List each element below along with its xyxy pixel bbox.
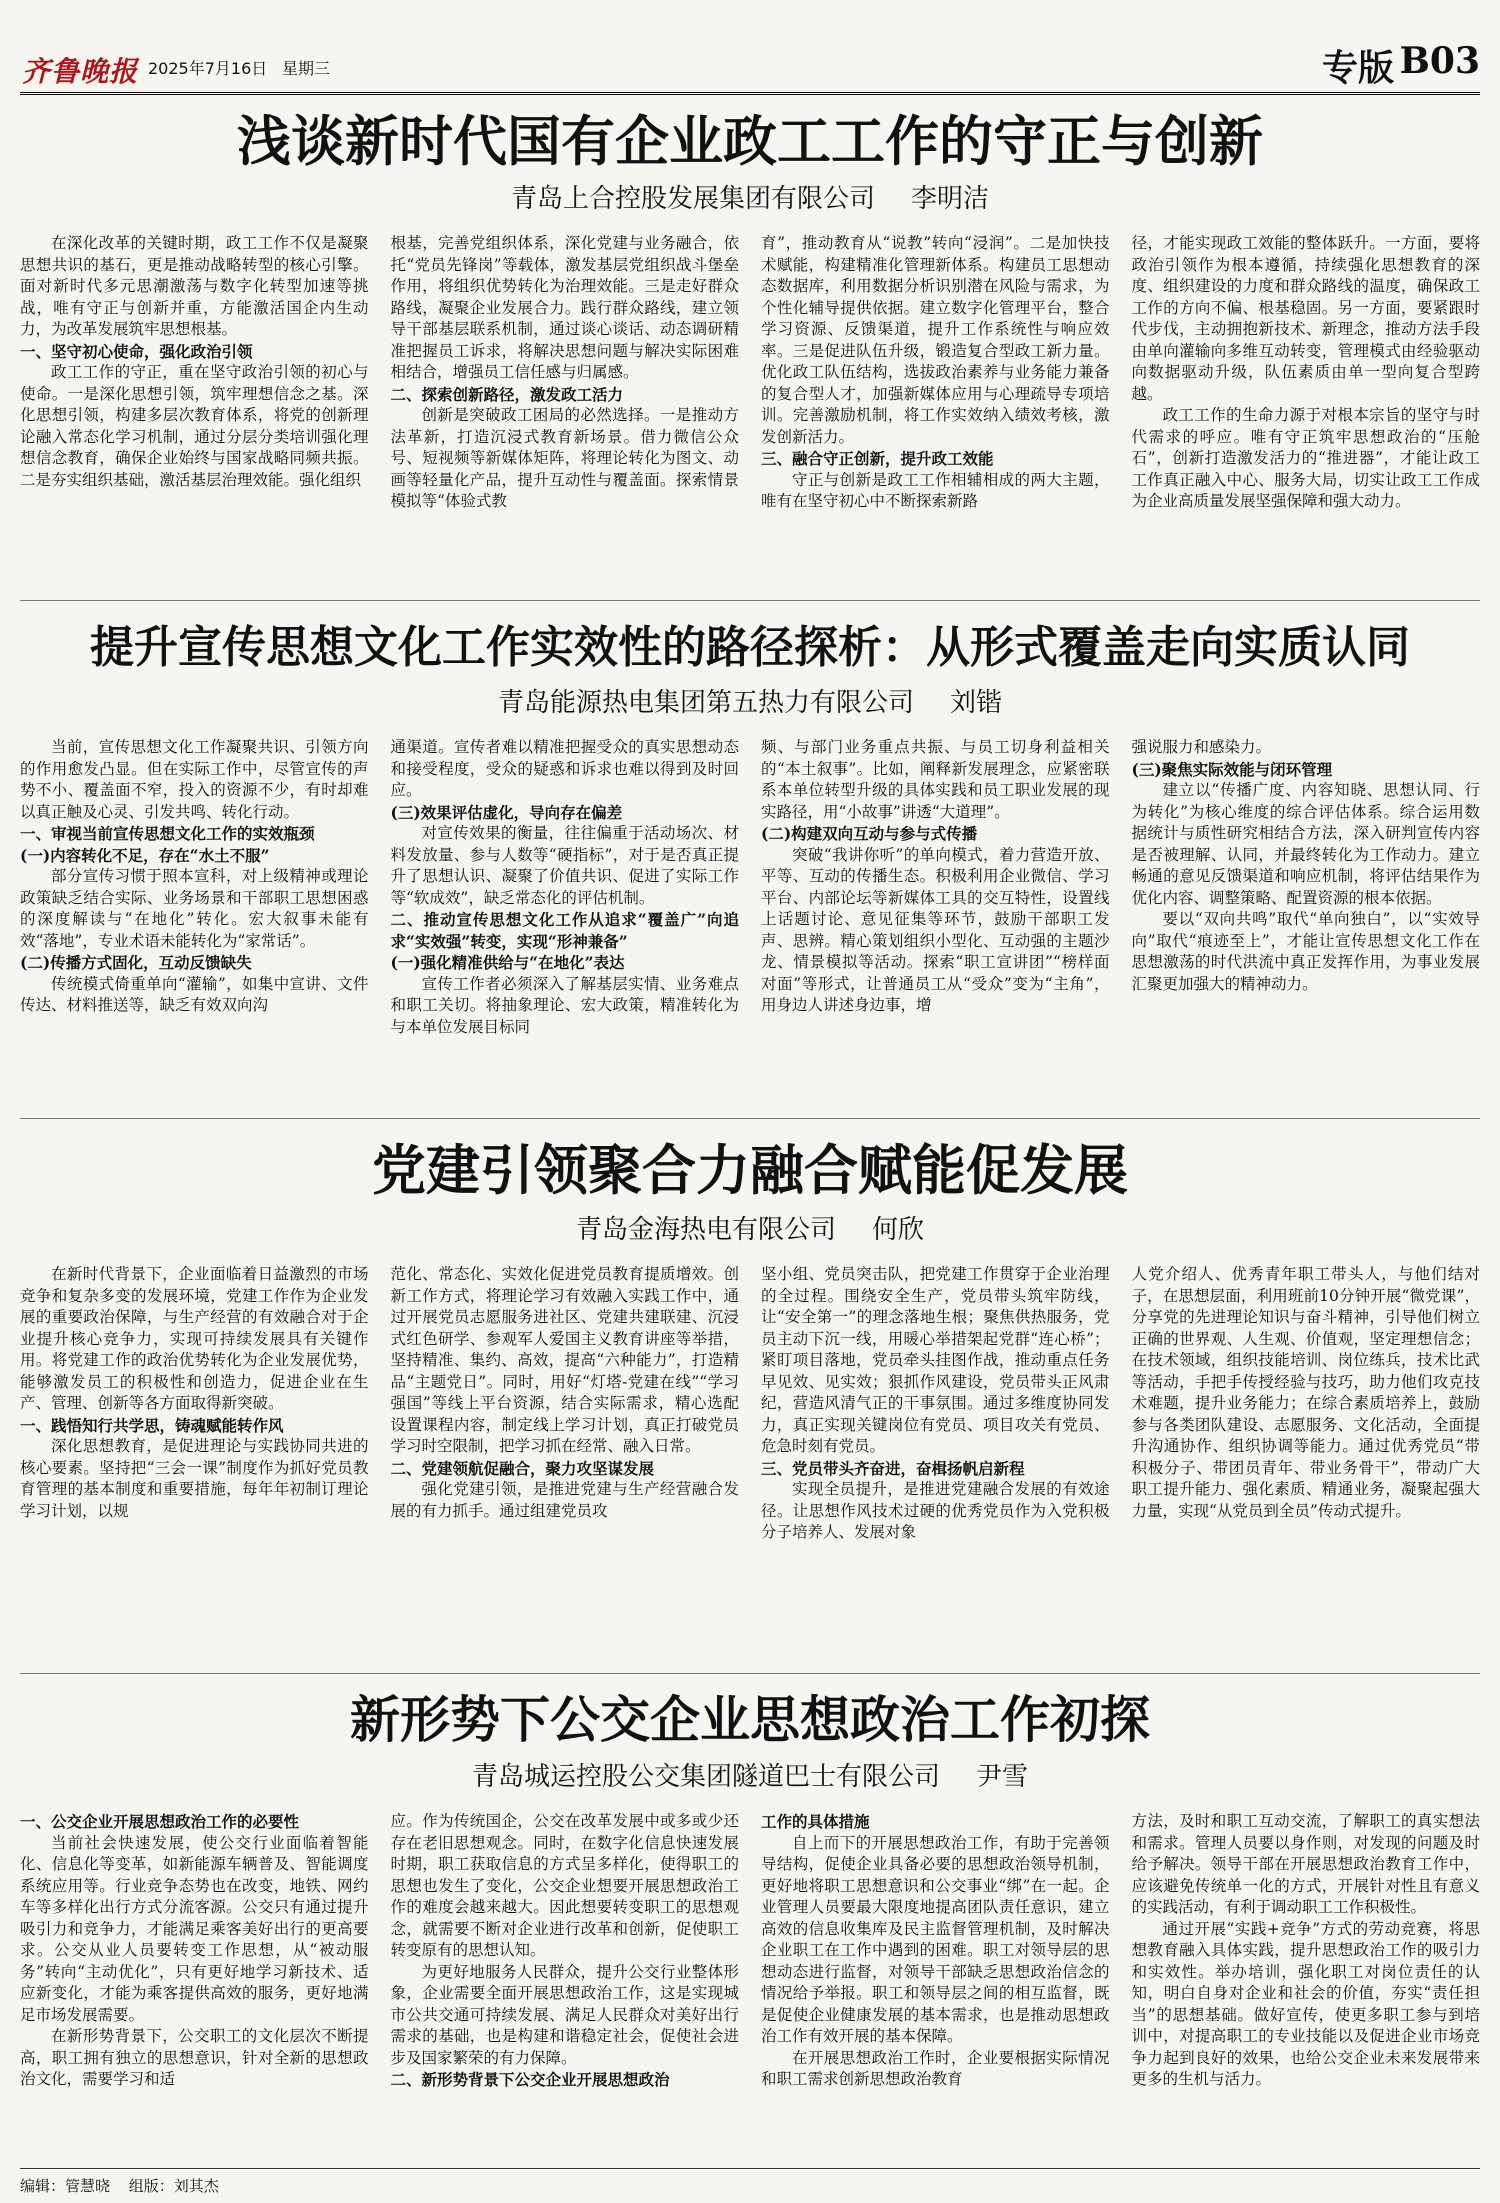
paragraph: 宣传工作者必须深入了解基层实情、业务难点和职工关切。将抽象理论、宏大政策，精准转化为与本单位发展目标同 — [390, 974, 739, 1036]
editor-credit: 编辑：管慧晓 — [20, 2177, 111, 2195]
section-name: 专版 — [1321, 47, 1394, 89]
paragraph: 坚小组、党员突击队，把党建工作贯穿于企业治理的全过程。围绕安全生产，党员带头筑牢防线，让“安全第一”的理念落地生根；聚焦供热服务，党员主动下沉一线，用暖心举措架起党群“连心桥”；紧盯项目落地，党员牵头挂图作战，推动重点任务早见效、见实效；狠抓作风建设，党员带头正风肃纪，营造风清气正的干事氛围。通过多维度协同发力，真正实现关键岗位有党员、项目攻关有党员、危急时刻有党员。 — [761, 1265, 1110, 1455]
article-body — [20, 233, 1480, 563]
section-heading: 一、审视当前宣传思想文化工作的实效瓶颈 — [20, 824, 315, 843]
paragraph: 要以“双向共鸣”取代“单向独白”，以“实效导向”取代“痕迹至上”，才能让宣传思想文化工作在思想激荡的时代洪流中真正发挥作用，为事业发展汇聚更加强大的精神动力。 — [1131, 910, 1480, 993]
article — [20, 1688, 1480, 2163]
paragraph: 当前社会快速发展，使公交行业面临着智能化、信息化等变革，如新能源车辆普及、智能调度系统应用等。行业竞争态势也在改变，地铁、网约车等多样化出行方式分流客源。公交只有通过提升吸引力和竞争力，才能满足乘客美好出行的更高要求。公交从业人员要转变工作思想，从“被动服务”转向“主动优化”，只有更好地学习新技术、适应新变化，才能为乘客提供高效的服务，更好地满足市场发展需要。 — [20, 1833, 369, 2024]
text-column — [20, 1811, 369, 2171]
section-heading: (二)传播方式固化，互动反馈缺失 — [20, 953, 252, 972]
author-name: 刘锴 — [950, 688, 1003, 718]
section-divider — [20, 1673, 1480, 1674]
paragraph: 深化思想教育，是促进理论与实践协同共进的核心要素。坚持把“三会一课”制度作为抓好党员教育管理的基本制度和重要措施，每年年初制订理论学习计划，以规 — [20, 1437, 369, 1520]
section-heading: 一、公交企业开展思想政治工作的必要性 — [20, 1812, 300, 1831]
section-heading: 工作的具体措施 — [761, 1812, 870, 1831]
section-heading: (三)效果评估虚化，导向存在偏差 — [390, 802, 623, 822]
text-column — [1132, 737, 1481, 1112]
paragraph: 径，才能实现政工效能的整体跃升。一方面，要将政治引领作为根本遵循，持续强化思想教育的深度、组织建设的力度和群众路线的温度，确保政工工作的方向不偏、根基稳固。另一方面，要紧跟时代步伐，主动拥抱新技术、新理念，推动方法手段由单向灌输向多维互动转变，管理模式由经验驱动向数据驱动升级，队伍素质由单一型向复合型跨越。 — [1131, 234, 1480, 403]
paragraph: 在新形势背景下，公交职工的文化层次不断提高，职工拥有独立的思想意识，针对全新的思想政治文化，需要学习和适 — [20, 2027, 369, 2088]
paragraph: 方法，及时和职工互动交流，了解职工的真实想法和需求。管理人员要以身作则，对发现的问题及时给予解决。领导干部在开展思想政治教育工作中，应该避免传统单一化的方式，开展针对性且有意义的实践活动，有利于调动职工工作积极性。 — [1131, 1812, 1480, 1916]
paragraph: 部分宣传习惯于照本宣科，对上级精神或理论政策缺乏结合实际、业务场景和干部职工思想困惑的深度解读与“在地化”转化。宏大叙事未能有效“落地”，专业术语未能转化为“家常话”。 — [20, 867, 369, 950]
author-name: 何欣 — [872, 1215, 925, 1245]
article-title: 提升宣传思想文化工作实效性的路径探析：从形式覆盖走向实质认同 — [90, 622, 1410, 673]
paragraph: 当前，宣传思想文化工作凝聚共识、引领方向的作用愈发凸显。但在实际工作中，尽管宣传的声势不小、覆盖面不窄，投入的资源不少，有时却难以真正触及心灵、引发共鸣、转化行动。 — [20, 738, 369, 821]
text-column — [391, 737, 740, 1112]
section-divider — [20, 600, 1480, 601]
paragraph: 实现全员提升，是推进党建融合发展的有效途径。让思想作风技术过硬的优秀党员作为入党积极分子培养人、发展对象 — [761, 1480, 1110, 1541]
paragraph: 为更好地服务人民群众，提升公交行业整体形象，企业需要全面开展思想政治工作，这是实现城市公共交通可持续发展、满足人民群众对美好出行需求的基础，也是构建和谐稳定社会，促使社会进步及国家繁荣的有力保障。 — [390, 1962, 739, 2067]
section-heading: 二、新形势背景下公交企业开展思想政治 — [390, 2070, 670, 2089]
masthead — [20, 38, 1480, 96]
text-column — [391, 1264, 740, 1679]
paragraph: 建立以“传播广度、内容知晓、思想认同、行为转化”为核心维度的综合评估体系。综合运用数据统计与质性研究相结合方法，深入研判宣传内容是否被理解、认同，并最终转化为工作动力。建立畅通的意见反馈渠道和响应机制，将评估结果作为优化内容、调整策略、配置资源的根本依据。 — [1131, 781, 1480, 907]
paragraph: 在新时代背景下，企业面临着日益激烈的市场竞争和复杂多变的发展环境，党建工作作为企业发展的重要政治保障，与生产经营的有效融合对于企业提升核心竞争力，实现可持续发展具有关键作用。将党建工作的政治优势转化为企业发展优势，能够激发员工的积极性和创造力，促进企业在生产、管理、创新等各方面取得新突破。 — [20, 1265, 369, 1412]
paragraph: 创新是突破政工困局的必然选择。一是推动方法革新，打造沉浸式教育新场景。借力微信公众号、短视频等新媒体矩阵，将理论转化为图文、动画等轻量化产品，提升互动性与覆盖面。探索情景模拟等“体验式教 — [390, 406, 739, 510]
paragraph: 突破“我讲你听”的单向模式，着力营造开放、平等、互动的传播生态。积极利用企业微信、学习平台、内部论坛等新媒体工具的交互特性，设置线上话题讨论、意见征集等环节，鼓励干部职工发声、思辨。精心策划组织小型化、互动强的主题沙龙、情景模拟等活动。探索“职工宣讲团”“榜样面对面”等形式，让普通员工从“受众”变为“主角”，用身边人讲述身边事，增 — [761, 845, 1110, 1014]
article-title: 党建引领聚合力融合赋能促发展 — [372, 1138, 1128, 1202]
section-heading: 二、探索创新路径，激发政工活力 — [390, 384, 624, 404]
issue-date: 2025年7月16日 — [148, 59, 268, 78]
text-column — [761, 233, 1110, 563]
issue-weekday: 星期三 — [282, 59, 331, 78]
text-column — [761, 737, 1110, 1112]
paragraph: 范化、常态化、实效化促进党员教育提质增效。创新工作方式，将理论学习有效融入实践工作中，通过开展党员志愿服务进社区、党建共建联建、沉浸式红色研学、参观军人爱国主义教育讲座等举措，坚持精准、集约、高效，提高“六种能力”，打造精品“主题党日”。同时，用好“灯塔-党建在线”“学习强国”等线上平台资源，结合实际需求，精心选配设置课程内容，制定线上学习计划，真正打破党员学习时空限制，把学习抓在经常、融入日常。 — [390, 1265, 739, 1455]
paragraph: 通渠道。宣传者难以精准把握受众的真实思想动态和接受程度，受众的疑惑和诉求也难以得到及时回应。 — [390, 738, 739, 799]
text-column — [20, 737, 369, 1112]
article-body — [20, 737, 1480, 1112]
section-heading: (二)构建双向互动与参与式传播 — [761, 824, 978, 843]
text-column — [1132, 1811, 1481, 2171]
text-column — [1132, 233, 1481, 563]
paragraph: 人党介绍人、优秀青年职工带头人，与他们结对子，在思想层面，利用班前10分钟开展“微党课”，分享党的先进理论知识与奋斗精神，引导他们树立正确的世界观、人生观、价值观，坚定理想信念；在技术领域，组织技能培训、岗位练兵，技术比武等活动，手把手传授经验与技巧，助力他们攻克技术难题，提升业务能力；在综合素质培养上，鼓励参与各类团队建设、志愿服务、文化活动，全面提升沟通协作、组织协调等能力。通过优秀党员“带积极分子、带团员青年、带业务骨干”，带动广大职工提升能力、强化素质、精通业务，凝聚起强大力量，实现“从党员到全员”传动式提升。 — [1131, 1265, 1480, 1520]
section-heading: (一)内容转化不足，存在“水土不服” — [20, 845, 270, 865]
article-body — [20, 1264, 1480, 1679]
author-organization: 青岛能源热电集团第五热力有限公司 — [497, 688, 914, 718]
article — [20, 108, 1480, 563]
article-byline — [20, 1209, 1480, 1246]
page-footer — [20, 2168, 1480, 2196]
article-byline — [20, 178, 1480, 215]
paragraph: 育”，推动教育从“说教”转向“浸润”。二是加快技术赋能，构建精准化管理新体系。构建员工思想动态数据库，利用数据分析识别潜在风险与需求，为个性化辅导提供依据。建立数字化管理平台，整合学习资源、反馈渠道，提升工作系统性与响应效率。三是促进队伍升级，锻造复合型政工新力量。优化政工队伍结构，选拔政治素养与业务能力兼备的复合型人才，加强新媒体应用与心理疏导专项培训。完善激励机制，将工作实效纳入绩效考核，激发创新活力。 — [761, 234, 1110, 446]
section-heading: 二、推动宣传思想文化工作从追求“覆盖广”向追求“实效强”转变，实现“形神兼备” — [390, 910, 739, 951]
text-column — [1132, 1264, 1481, 1679]
text-column — [761, 1264, 1110, 1679]
text-column — [20, 233, 369, 563]
author-name: 李明洁 — [911, 184, 990, 214]
paragraph: 政工工作的守正，重在坚守政治引领的初心与使命。一是深化思想引领，筑牢理想信念之基。深化思想引领，构建多层次教育体系，将党的创新理论融入常态化学习机制，通过分层分类培训强化理想信念教育，确保企业始终与国家战略同频共振。二是夯实组织基础，激活基层治理效能。强化组织 — [20, 363, 369, 489]
author-organization: 青岛金海热电有限公司 — [575, 1215, 836, 1245]
paragraph: 频、与部门业务重点共振、与员工切身利益相关的“本土叙事”。比如，阐释新发展理念，应紧密联系本单位转型升级的具体实践和员工职业发展的现实路径，用“小故事”讲透“大道理”。 — [761, 738, 1110, 821]
article — [20, 1135, 1480, 1660]
paragraph: 政工工作的生命力源于对根本宗旨的坚守与时代需求的呼应。唯有守正筑牢思想政治的“压舱石”，创新打造激发活力的“推进器”，才能让政工工作真正融入中心、服务大局，切实让政工工作成为企业高质量发展坚强保障和强大动力。 — [1131, 406, 1480, 510]
author-organization: 青岛城运控股公交集团隧道巴士有限公司 — [471, 1762, 940, 1792]
text-column — [391, 233, 740, 563]
paragraph: 对宣传效果的衡量，往往偏重于活动场次、材料发放量、参与人数等“硬指标”，对于是否真正提升了思想认识、凝聚了价值共识、促进了实际工作等“软成效”，缺乏常态化的评估机制。 — [390, 824, 739, 907]
paragraph: 在开展思想政治工作时，企业要根据实际情况和职工需求创新思想政治教育 — [761, 2048, 1110, 2088]
newspaper-logo: 齐鲁晚报 — [22, 55, 139, 88]
article-title: 浅谈新时代国有企业政工工作的守正与创新 — [237, 109, 1263, 173]
section-heading: 一、坚守初心使命，强化政治引领 — [20, 341, 253, 361]
article-title: 新形势下公交企业思想政治工作初探 — [350, 1690, 1150, 1749]
paragraph: 守正与创新是政工工作相辅相成的两大主题，唯有在坚守初心中不断探索新路 — [761, 470, 1110, 510]
paragraph: 根基，完善党组织体系，深化党建与业务融合，依托“党员先锋岗”等载体，激发基层党组织战斗堡垒作用，将组织优势转化为治理效能。三是走好群众路线，凝聚企业发展合力。践行群众路线，建立领导干部基层联系机制，通过谈心谈话、动态调研精准把握员工诉求，将解决思想问题与解决实际困难相结合，增强员工信任感与归属感。 — [390, 234, 739, 381]
masthead-rule — [20, 92, 1480, 95]
article — [20, 618, 1480, 1093]
page-number: B03 — [1399, 40, 1480, 82]
paragraph: 应。作为传统国企，公交在改革发展中或多或少还存在老旧思想观念。同时，在数字化信息快速发展时期，职工获取信息的方式呈多样化，使得职工的思想也发生了变化，公交企业想要开展思想政治工作的难度会越来越大。因此想要转变职工的思想观念，就需要不断对企业进行改革和创新，促使职工转变原有的思想认知。 — [390, 1812, 739, 1959]
paragraph: 强化党建引领，是推进党建与生产经营融合发展的有力抓手。通过组建党员攻 — [390, 1480, 739, 1520]
article-body — [20, 1811, 1480, 2171]
text-column — [20, 1264, 369, 1679]
layout-credit: 组版：刘其杰 — [128, 2177, 219, 2195]
section-heading: (三)聚焦实际效能与闭环管理 — [1131, 759, 1333, 779]
section-divider — [20, 1118, 1480, 1119]
article-byline — [20, 1756, 1480, 1793]
paragraph: 自上而下的开展思想政治工作，有助于完善领导结构，促使企业具备必要的思想政治领导机制，更好地将职工思想意识和公交事业“绑”在一起。企业管理人员要最大限度地提高团队责任意识，建立高效的信息收集库及民主监督管理机制，及时解决企业职工在工作中遇到的困难。职工对领导层的思想动态进行监督，对领导干部缺乏思想政治信念的情况给予举报。职工和领导层之间的相互监督，既是促使企业健康发展的基本需求，也是推动思想政治工作有效开展的基本保障。 — [761, 1833, 1110, 2045]
section-heading: 三、党员带头齐奋进，奋楫扬帆启新程 — [761, 1458, 1025, 1478]
section-heading: 二、党建领航促融合，聚力攻坚谋发展 — [390, 1458, 655, 1478]
paragraph: 通过开展“实践+竞争”方式的劳动竞赛，将思想教育融入具体实践，提升思想政治工作的吸引力和实效性。举办培训，强化职工对岗位责任的认知，明白自身对企业和社会的价值，夯实“责任担当”的思想基础。做好宣传，使更多职工参与到培训中，对提高职工的专业技能以及促进企业市场竞争力起到良好的效果，也给公交企业未来发展带来更多的生机与活力。 — [1131, 1919, 1480, 2088]
section-heading: 一、践悟知行共学思，铸魂赋能转作风 — [20, 1415, 284, 1435]
section-heading: (一)强化精准供给与“在地化”表达 — [390, 953, 625, 972]
paragraph: 强说服力和感染力。 — [1131, 738, 1272, 756]
paragraph: 传统模式倚重单向“灌输”，如集中宣讲、文件传达、材料推送等，缺乏有效双向沟 — [20, 974, 369, 1014]
author-organization: 青岛上合控股发展集团有限公司 — [510, 184, 875, 214]
section-heading: 三、融合守正创新，提升政工效能 — [761, 449, 994, 468]
author-name: 尹雪 — [976, 1762, 1029, 1792]
text-column — [761, 1811, 1110, 2171]
text-column — [391, 1811, 740, 2171]
paragraph: 在深化改革的关键时期，政工工作不仅是凝聚思想共识的基石，更是推动战略转型的核心引擎。面对新时代多元思潮激荡与数字化转型加速等挑战，唯有守正与创新并重，方能激活国企内生动力，为改革发展筑牢思想根基。 — [20, 234, 369, 338]
article-byline — [20, 682, 1480, 719]
